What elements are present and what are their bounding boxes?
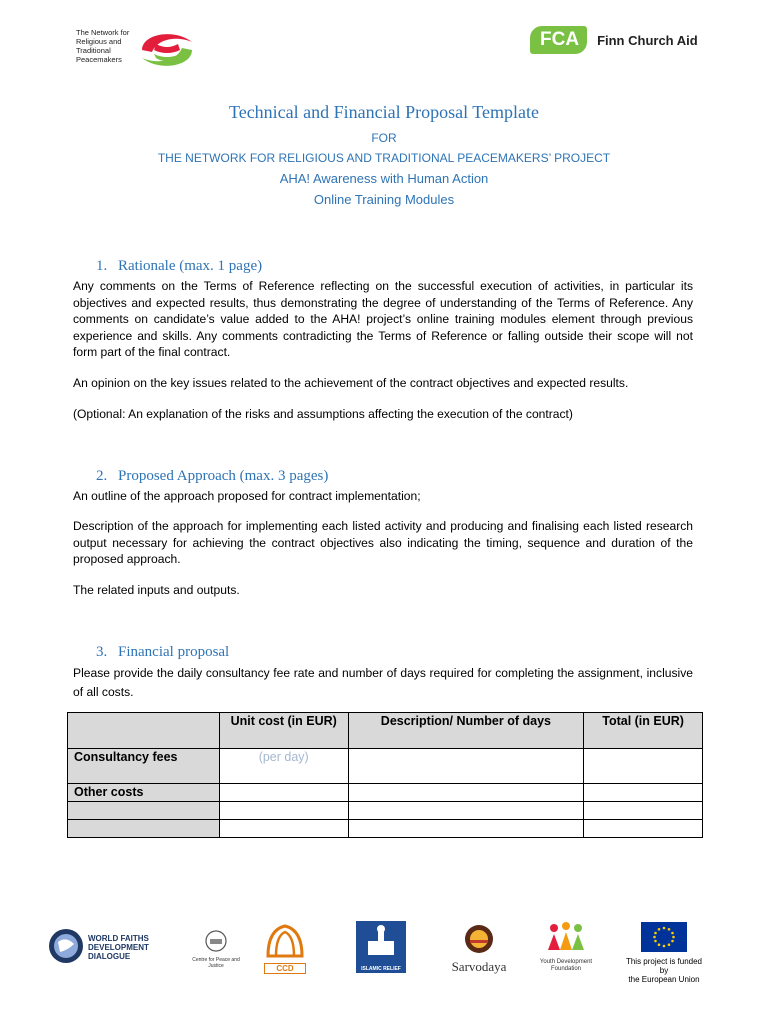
table-cell[interactable]: [219, 784, 348, 802]
islamic-relief-logo: ISLAMIC RELIEF: [356, 921, 406, 973]
peace-emblem-icon: [205, 930, 227, 952]
table-row: [68, 784, 703, 802]
paragraph: An opinion on the key issues related to the achievement of the contract objectives and expected results.: [73, 376, 629, 390]
table-cell[interactable]: [348, 784, 584, 802]
table-cell[interactable]: [584, 749, 703, 784]
title-project: THE NETWORK FOR RELIGIOUS AND TRADITIONAL PEACEMAKERS’ PROJECT: [157, 151, 611, 165]
paragraph: Description of the approach for implementing each listed activity and producing and finalising each listed research output necessary for achieving the contract objectives also indicating the timing, sequence and duration of the proposed approach.: [73, 519, 693, 566]
table-cell[interactable]: [348, 802, 584, 820]
cpj-logo: Centre for Peace and Justice: [190, 930, 242, 969]
title-for: FOR: [371, 131, 397, 145]
globe-icon: [48, 928, 84, 964]
table-cell[interactable]: [348, 749, 584, 784]
table-header-cell: Unit cost (in EUR): [219, 713, 348, 749]
table-cell: Consultancy fees: [68, 749, 220, 784]
handshake-circle-icon: [134, 28, 200, 72]
eu-logo: This project is funded by the European Union: [622, 922, 706, 984]
table-row: [68, 802, 703, 820]
table-row: [68, 820, 703, 838]
table-cell[interactable]: [584, 802, 703, 820]
table-cell[interactable]: [219, 802, 348, 820]
table-cell[interactable]: (per day): [219, 749, 348, 784]
table-cell: Other costs: [68, 784, 220, 802]
network-logo: [76, 28, 206, 72]
paragraph: Please provide the daily consultancy fee rate and number of days required for completing the assignment, inclusive of all costs.: [73, 666, 693, 699]
table-cell[interactable]: [584, 784, 703, 802]
mosque-icon: [356, 921, 406, 961]
table-header-cell: Total (in EUR): [584, 713, 703, 749]
ccd-logo: CCD: [260, 922, 310, 974]
partner-logos: [48, 918, 708, 984]
fca-name: Finn Church Aid: [597, 32, 698, 48]
wfdd-logo: WORLD FAITHS DEVELOPMENT DIALOGUE: [48, 928, 152, 964]
financial-table: [67, 712, 703, 838]
table-cell[interactable]: [348, 820, 584, 838]
table-header-cell: [68, 713, 220, 749]
title-aha: AHA! Awareness with Human Action: [279, 171, 489, 186]
document-titles: [0, 100, 768, 210]
dome-icon: [262, 922, 308, 964]
table-header-cell: Description/ Number of days: [348, 713, 584, 749]
table-row: [68, 749, 703, 784]
eu-flag-icon: [641, 922, 687, 952]
paragraph: The related inputs and outputs.: [73, 583, 240, 597]
network-logo-text: The Network for Religious and Traditional Peacemakers: [76, 28, 130, 64]
table-cell[interactable]: [219, 820, 348, 838]
title-modules: Online Training Modules: [313, 192, 455, 207]
table-cell: [68, 820, 220, 838]
fca-logo: [530, 24, 698, 56]
section-heading-approach: 2. Proposed Approach (max. 3 pages): [96, 468, 329, 484]
sarvodaya-logo: Sarvodaya: [446, 924, 512, 975]
table-header-row: [68, 713, 703, 749]
paragraph: (Optional: An explanation of the risks and assumptions affecting the execution of the contract): [73, 407, 573, 421]
section-heading-financial: 3. Financial proposal: [96, 644, 230, 660]
document-title: Technical and Financial Proposal Template: [228, 102, 540, 122]
fca-mark: FCA: [530, 26, 587, 54]
section-heading-rationale: 1. Rationale (max. 1 page): [96, 258, 263, 274]
table-cell: [68, 802, 220, 820]
paragraph: Any comments on the Terms of Reference reflecting on the successful execution of activities, in particular its objectives and expected results, thus demonstrating the degree of understanding of the Terms of Reference. Any comments on candidate’s value added to the AHA! project’s online training modules element through previous experience and skills. Any comments contradicting the Terms of Reference or falling outside their scope will not form part of the final contract.: [73, 279, 693, 359]
youth-figures-icon: [540, 920, 592, 954]
sunrise-icon: [464, 924, 494, 954]
ydf-logo: Youth Development Foundation: [536, 920, 596, 973]
table-cell[interactable]: [584, 820, 703, 838]
paragraph: An outline of the approach proposed for contract implementation;: [73, 489, 421, 503]
